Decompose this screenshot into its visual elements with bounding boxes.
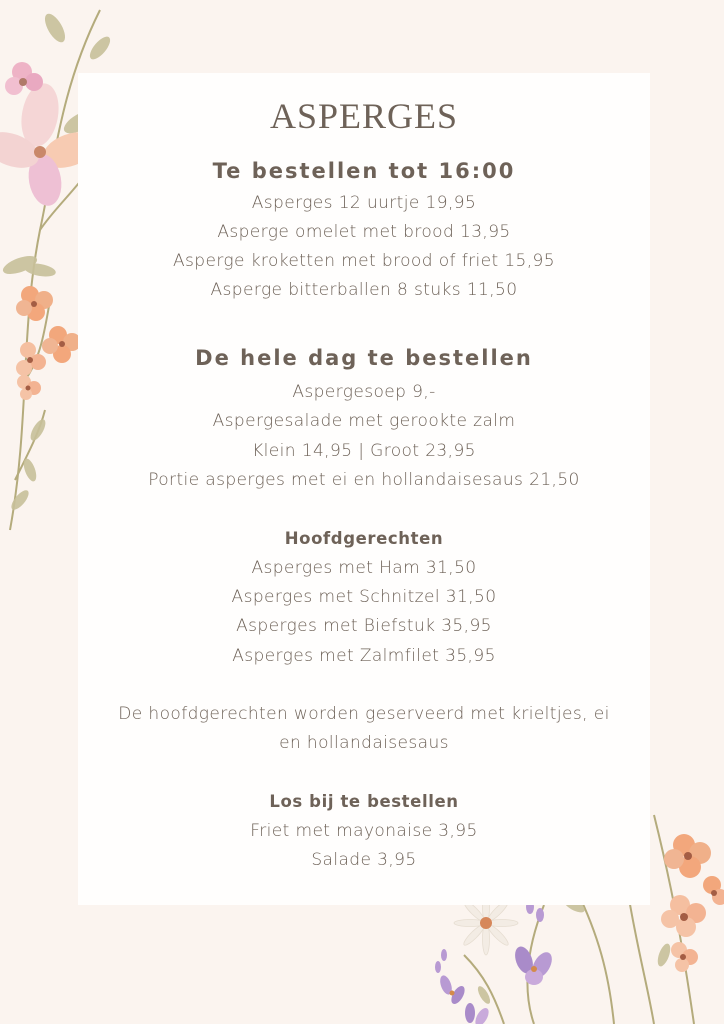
menu-item: Salade 3,95 [311, 850, 417, 870]
menu-title: ASPERGES [269, 96, 459, 136]
main-courses-note: en hollandaisesaus [279, 733, 449, 753]
menu-card [78, 73, 650, 905]
section-heading-until-1600: Te bestellen tot 16:00 [212, 159, 516, 183]
menu-item: Klein 14,95 | Groot 23,95 [252, 441, 476, 461]
menu-item: Asperges met Schnitzel 31,50 [231, 587, 497, 607]
section-heading-all-day: De hele dag te bestellen [195, 346, 533, 370]
menu-item: Asperge omelet met brood 13,95 [217, 222, 511, 242]
peach-flower-icon [664, 834, 711, 878]
section-heading-main-courses: Hoofdgerechten [284, 529, 444, 548]
menu-item: Asperge bitterballen 8 stuks 11,50 [210, 280, 518, 300]
menu-item: Asperges met Zalmfilet 35,95 [232, 646, 496, 666]
menu-item: Aspergesalade met gerookte zalm [212, 411, 516, 431]
menu-item: Friet met mayonaise 3,95 [250, 821, 478, 841]
main-courses-note: De hoofdgerechten worden geserveerd met krieltjes, ei [118, 704, 610, 724]
peach-flower-icon [703, 876, 724, 905]
peach-flower-icon [42, 326, 81, 363]
section-heading-extras: Los bij te bestellen [269, 792, 459, 811]
lilac-flower-icon [465, 1003, 491, 1024]
peach-flower-icon [17, 375, 41, 400]
menu-item: Asperge kroketten met brood of friet 15,95 [173, 251, 555, 271]
menu-item: Asperges met Biefstuk 35,95 [236, 616, 492, 636]
menu-item: Aspergesoep 9,- [292, 382, 436, 402]
lilac-flower-icon [438, 974, 467, 1006]
lilac-flower-icon [512, 944, 556, 985]
menu-item: Asperges met Ham 31,50 [251, 558, 477, 578]
peach-flower-icon [671, 942, 698, 972]
peach-flower-icon [16, 342, 46, 376]
menu-item: Portie asperges met ei en hollandaisesaus 21,50 [148, 470, 580, 490]
menu-item: Asperges 12 uurtje 19,95 [251, 193, 477, 213]
small-pink-flower-icon [5, 62, 43, 95]
peach-flower-icon [661, 895, 706, 937]
peach-flower-icon [16, 286, 53, 321]
